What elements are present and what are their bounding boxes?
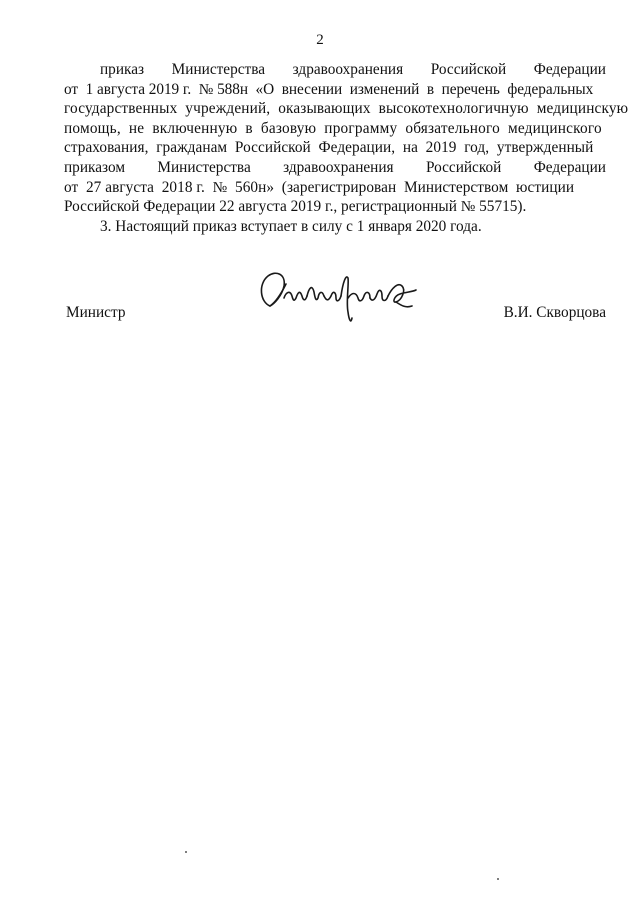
- word: Федерации: [533, 158, 606, 176]
- handwritten-signature: [256, 262, 426, 328]
- signatory-name: В.И. Скворцова: [503, 304, 606, 321]
- text-line: государственных учреждений, оказывающих высокотехнологичную медицинскую: [64, 100, 629, 118]
- text-line: от 1 августа 2019 г. № 588н «О внесении изменений в перечень федеральных: [64, 80, 594, 98]
- scan-speck: [497, 878, 499, 880]
- paragraph-effective-date: 3. Настоящий приказ вступает в силу с 1 января 2020 года.: [100, 217, 482, 235]
- text-line: от 27 августа 2018 г. № 560н» (зарегистрирован Министерством юстиции: [64, 178, 575, 196]
- order-text: [64, 60, 629, 236]
- word: приказом: [64, 158, 126, 176]
- word: Российской: [430, 61, 507, 78]
- text-line: Российской Федерации 22 августа 2019 г., регистрационный № 55715).: [64, 198, 527, 216]
- text-line: [64, 158, 606, 178]
- word: Федерации: [533, 61, 606, 78]
- signatory-title: Министр: [66, 304, 126, 321]
- word: здравоохранения: [283, 158, 394, 176]
- word: Министерства: [171, 61, 266, 78]
- page-number: 2: [316, 32, 324, 48]
- text-line: помощь, не включенную в базовую программу обязательного медицинского: [64, 119, 602, 137]
- word: приказ: [100, 61, 145, 78]
- signature-block: [64, 300, 606, 340]
- word: здравоохранения: [292, 61, 404, 78]
- scan-speck: [185, 851, 187, 853]
- text-line: [64, 60, 606, 80]
- word: Российской: [425, 158, 502, 176]
- word: Министерства: [157, 158, 251, 176]
- text-line: страхования, гражданам Российской Федерации, на 2019 год, утвержденный: [64, 139, 594, 157]
